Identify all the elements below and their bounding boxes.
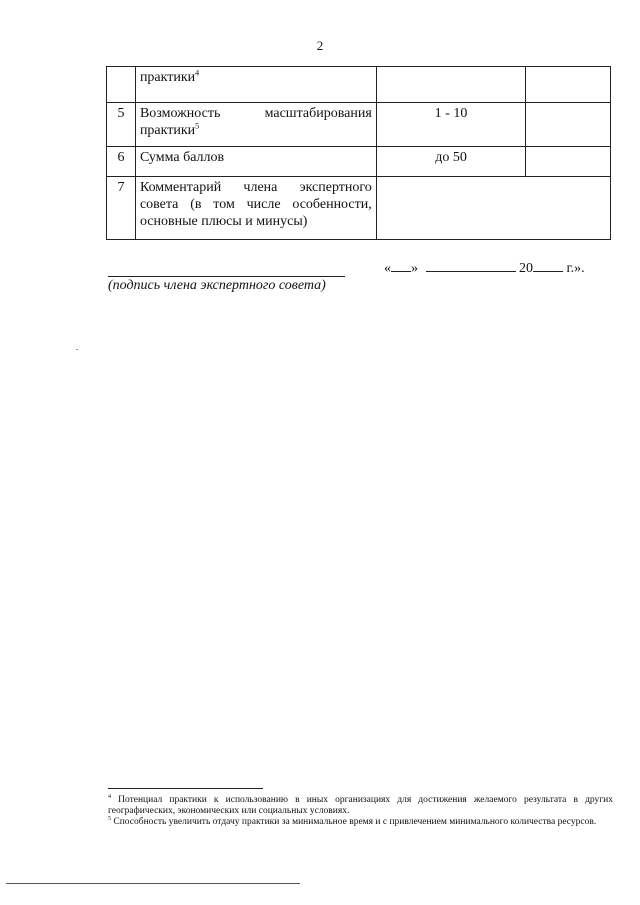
comment-cell bbox=[376, 177, 610, 240]
footnote-mark: 4 bbox=[108, 793, 111, 800]
year-prefix: 20 bbox=[519, 261, 533, 276]
footnotes bbox=[108, 795, 613, 828]
criterion-word: члена bbox=[243, 180, 278, 195]
footnote bbox=[108, 795, 613, 817]
table-row bbox=[107, 177, 611, 240]
scan-mark bbox=[76, 349, 78, 350]
criterion-line bbox=[140, 105, 372, 122]
criterion-line: основные плюсы и минусы) bbox=[139, 214, 308, 229]
criteria-table bbox=[106, 66, 611, 240]
bottom-rule bbox=[6, 883, 300, 884]
criterion-line bbox=[140, 196, 372, 213]
criterion-cell bbox=[135, 67, 376, 103]
criterion-word: Комментарий bbox=[139, 180, 222, 195]
date-line bbox=[384, 259, 585, 277]
date-suffix: г.». bbox=[566, 261, 585, 276]
extra-cell bbox=[526, 67, 611, 103]
day-blank bbox=[391, 259, 411, 272]
table-row bbox=[107, 147, 611, 177]
criterion-word: совета bbox=[139, 197, 179, 212]
extra-cell bbox=[526, 147, 611, 177]
footnote-mark: 5 bbox=[108, 815, 111, 822]
footnote bbox=[108, 817, 613, 828]
criterion-line bbox=[140, 179, 372, 196]
footnote-separator bbox=[108, 788, 263, 789]
date-quote-close: » bbox=[411, 261, 418, 276]
row-number: 5 bbox=[107, 103, 136, 147]
signature-caption: (подпись члена экспертного совета) bbox=[108, 278, 326, 293]
table-row bbox=[107, 103, 611, 147]
footnote-text: Способность увеличить отдачу практики за минимальное время и с привлечением минимального количества ресурсов. bbox=[113, 817, 597, 827]
criterion-word: том bbox=[213, 197, 235, 212]
signature-line bbox=[108, 276, 345, 277]
score-cell bbox=[376, 67, 526, 103]
table-row bbox=[107, 67, 611, 103]
footnote-text: Потенциал практики к использованию в иных организациях для достижения желаемого результата в других географических, экономических или социальных условиях. bbox=[108, 795, 614, 816]
year-blank bbox=[533, 259, 563, 272]
footnote-ref: 5 bbox=[195, 121, 200, 131]
score-cell: до 50 bbox=[376, 147, 526, 177]
extra-cell bbox=[526, 103, 611, 147]
criterion-text: практики bbox=[139, 123, 196, 138]
criterion-line bbox=[140, 122, 372, 139]
row-number: 7 bbox=[107, 177, 136, 240]
criterion-word: (в bbox=[190, 197, 202, 212]
row-number bbox=[107, 67, 136, 103]
page-number: 2 bbox=[316, 38, 324, 53]
criterion-text: практики bbox=[139, 70, 196, 85]
month-blank bbox=[426, 259, 516, 272]
footnote-ref: 4 bbox=[195, 68, 200, 78]
criterion-word: числе bbox=[246, 197, 281, 212]
criterion-cell bbox=[135, 177, 376, 240]
criterion-cell: Сумма баллов bbox=[135, 147, 376, 177]
criterion-word: экспертного bbox=[299, 180, 372, 195]
criterion-word: Возможность bbox=[139, 106, 221, 121]
criterion-word: масштабирования bbox=[264, 106, 372, 121]
score-cell: 1 - 10 bbox=[376, 103, 526, 147]
criterion-word: особенности, bbox=[292, 197, 372, 212]
criterion-cell bbox=[135, 103, 376, 147]
date-quote-open: « bbox=[384, 261, 391, 276]
row-number: 6 bbox=[107, 147, 136, 177]
